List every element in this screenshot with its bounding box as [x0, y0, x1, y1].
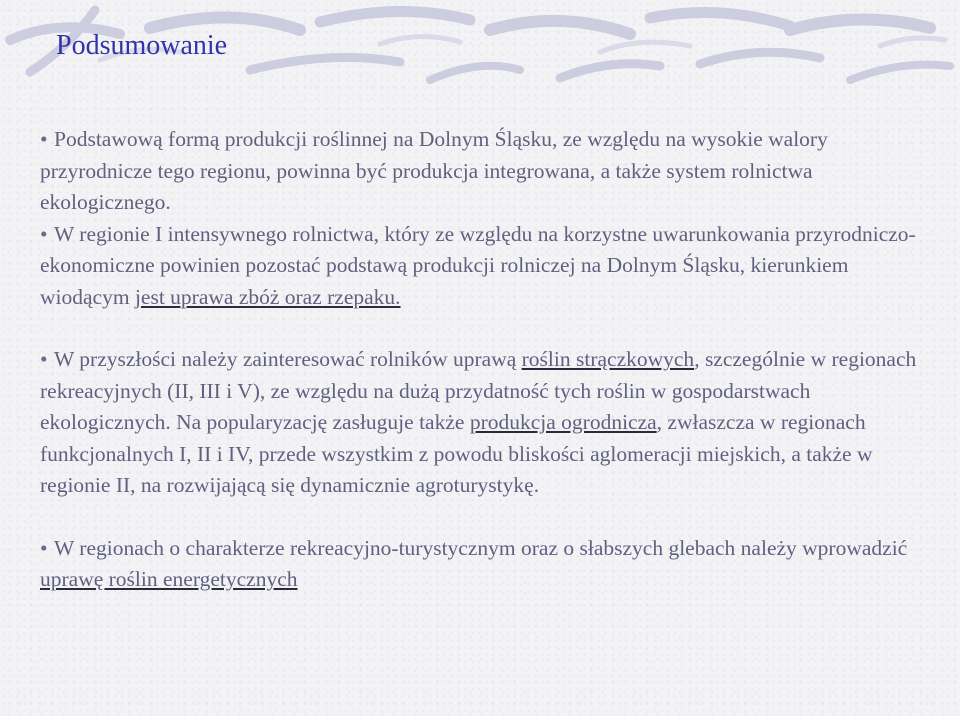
bullet-item-4	[40, 533, 940, 596]
bullet-marker: •	[40, 347, 48, 371]
bullet-text-tail: , zwłaszcza w regionach funkcjonalnych I, II i IV, przede wszystkim z powodu bliskości aglomeracji miejskich, a także w regionie II, na rozwijającą się dynamicznie agroturystykę.	[40, 410, 873, 497]
bullet-item-2	[40, 219, 940, 314]
bullet-text: Podstawową formą produkcji roślinnej na Dolnym Śląsku, ze względu na wysokie walory przyrodnicze tego regionu, powinna być produkcja integrowana, a także system rolnictwa ekologicznego.	[40, 127, 828, 214]
bullet-text: W regionie I intensywnego rolnictwa, który ze względu na korzystne uwarunkowania przyrodniczo-ekonomiczne powinien pozostać podstawą produkcji rolniczej na Dolnym Śląsku, kierunkiem wiodącym	[40, 221, 916, 309]
slide-title: Podsumowanie	[56, 30, 228, 61]
bullet-text: W regionach o charakterze rekreacyjno-turystycznym oraz o słabszych glebach należy wprowadzić	[54, 535, 908, 560]
bullet-marker: •	[40, 535, 48, 560]
bullet-marker: •	[40, 127, 48, 151]
bullet-text-mid: , szczególnie w regionach rekreacyjnych (II, III i V), ze względu na dużą przydatność tych roślin w gospodarstwach ekologicznych. Na popularyzację zasługuje także	[40, 347, 917, 434]
bullet-item-3	[40, 344, 940, 502]
hyperlink-horticulture[interactable]: produkcja ogrodnicza	[469, 410, 657, 434]
bullet-text: W przyszłości należy zainteresować rolników uprawą	[54, 347, 522, 371]
hyperlink-energy-crops[interactable]: uprawę roślin energetycznych	[40, 567, 298, 591]
bullet-list	[40, 124, 940, 596]
bullet-marker: •	[40, 221, 48, 246]
hyperlink-crops[interactable]: jest uprawa zbóż oraz rzepaku.	[134, 284, 401, 309]
hyperlink-legumes[interactable]: roślin strączkowych	[521, 347, 695, 371]
bullet-item-1	[40, 124, 940, 219]
